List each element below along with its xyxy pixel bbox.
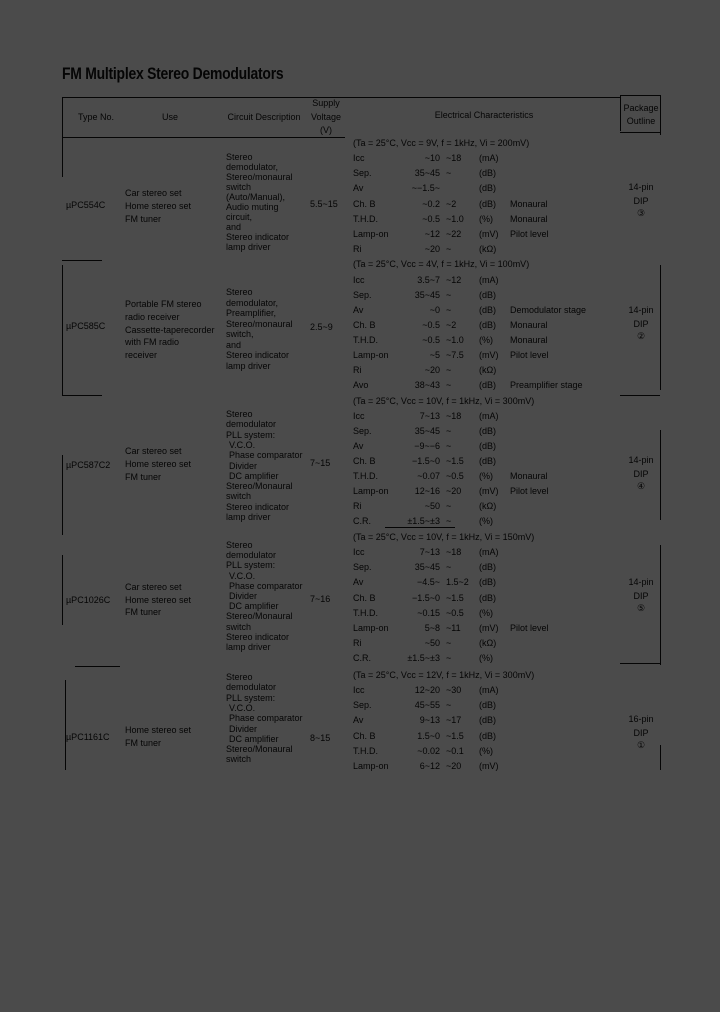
param-name: Sep. [353,562,372,573]
param-unit: (dB) [479,700,497,711]
circuit-line: Preamplifier, [226,308,277,318]
supply-voltage: 5.5~15 [310,199,338,209]
param-typ: ~0.2 [422,198,440,209]
param-typ: 35~45 [414,426,440,436]
param-name: Lamp-on [353,229,389,239]
header-type-no: Type No. [77,112,115,122]
param-max: ~18 [446,547,462,557]
param-unit: (kΩ) [479,365,497,375]
param-unit: (mV) [479,623,499,633]
param-name: Icc [353,411,365,421]
use-line: Home stereo set [125,594,192,605]
param-max: ~1.0 [446,213,464,224]
param-max: ~0.5 [446,607,464,618]
circuit-line: PLL system: [226,692,276,703]
param-name: C.R. [353,516,371,526]
package-outline: DIP [633,591,649,601]
param-name: Av [353,305,364,315]
use-line: Car stereo set [125,582,182,592]
divider [62,137,345,138]
header-supply-1: Supply [312,98,340,108]
param-unit: (mA) [479,411,499,421]
divider [660,95,661,135]
param-typ: 5~8 [424,623,440,633]
param-max: ~ [446,562,452,573]
circuit-line: Stereo/Monaural [226,744,293,755]
param-unit: (mV) [479,350,499,360]
param-unit: (mV) [479,229,499,239]
param-typ: ~−1.5~ [411,183,440,194]
circuit-line: switch [226,621,252,632]
param-typ: −1.5~0 [411,456,440,466]
divider [620,95,660,96]
param-name: Sep. [353,290,372,300]
package-outline: 14-pin [628,455,654,465]
circuit-line: switch [226,182,252,192]
test-conditions: (Ta = 25°C, Vcc = 9V, f = 1kHz, Vi = 200mV) [353,138,530,148]
param-typ: ~0.07 [417,471,440,481]
circuit-line: demodulator [226,682,277,693]
param-typ: 6~12 [419,761,440,771]
circuit-line: DC amplifier [229,733,279,744]
circuit-line: lamp driver [226,642,271,652]
package-outline: 14-pin [628,577,654,587]
circuit-line: Stereo [226,152,253,162]
param-name: Ch. B [353,198,376,209]
param-unit: (kΩ) [479,501,497,511]
use-line: Home stereo set [125,725,192,735]
circuit-line: demodulator [226,419,277,430]
circuit-line: DC amplifier [229,470,279,481]
param-max: ~18 [446,411,462,421]
param-max: ~1.5 [446,730,464,741]
param-unit: (mA) [479,275,499,285]
param-unit: (%) [479,516,493,526]
test-conditions: (Ta = 25°C, Vcc = 10V, f = 1kHz, Vi = 150mV) [353,532,535,542]
param-max: ~0.1 [446,745,464,756]
param-unit: (%) [479,335,493,345]
param-unit: (dB) [479,183,497,194]
divider [620,132,660,133]
param-name: Lamp-on [353,486,389,496]
param-name: Sep. [353,168,372,179]
param-name: Ri [353,365,362,375]
test-conditions: (Ta = 25°C, Vcc = 4V, f = 1kHz, Vi = 100mV) [353,259,530,269]
param-typ: ±1.5~±3 [407,516,440,526]
circuit-line: switch [226,754,252,765]
circuit-line: and [226,222,242,232]
param-unit: (dB) [479,562,497,573]
supply-voltage: 7~16 [310,594,331,604]
param-unit: (mV) [479,486,499,496]
divider [62,97,620,98]
circuit-line: demodulator, [226,297,279,308]
circuit-line: Phase comparator [229,713,303,724]
param-typ: ~0.5 [422,320,440,330]
param-name: Av [353,441,364,451]
divider [62,555,63,625]
circuit-line: Phase comparator [229,580,303,591]
divider [62,260,102,261]
param-typ: −9~−6 [414,441,440,451]
param-name: T.H.D. [353,607,379,618]
divider [620,663,660,664]
type-number: µPC554C [66,200,106,210]
param-max: ~ [446,700,452,711]
param-name: Av [353,577,364,588]
param-unit: (%) [479,745,493,756]
param-name: Sep. [353,426,372,436]
param-name: Icc [353,547,365,557]
use-line: Car stereo set [125,188,182,198]
param-typ: 12~20 [414,685,440,695]
use-line: radio receiver [125,311,180,322]
circuit-line: lamp driver [226,242,271,252]
package-outline: DIP [633,728,649,738]
circuit-line: Stereo [226,672,253,682]
circuit-line: Stereo indicator [226,501,290,512]
param-unit: (dB) [479,441,497,451]
divider [660,265,661,390]
param-unit: (dB) [479,730,497,741]
circuit-line: Stereo/monaural [226,172,293,182]
param-unit: (%) [479,471,493,481]
param-typ: ~0.5 [422,213,440,224]
type-number: µPC587C2 [66,460,111,470]
param-typ: ~0.5 [422,335,440,345]
param-note: Monaural [510,335,548,345]
param-typ: ~5 [429,350,440,360]
use-line: Portable FM stereo [125,299,202,309]
param-typ: ~50 [424,638,440,649]
param-unit: (kΩ) [479,638,497,649]
circuit-line: Stereo [226,540,253,550]
param-max: ~2 [446,320,457,330]
param-typ: −4.5~ [416,577,440,588]
param-max: ~ [446,244,452,255]
divider [62,265,63,395]
param-name: Ch. B [353,592,376,603]
param-max: ~1.5 [446,456,464,466]
circuit-line: Audio muting [226,202,279,212]
circuit-line: Stereo [226,409,253,419]
page-title: FM Multiplex Stereo Demodulators [62,64,284,83]
param-unit: (dB) [479,305,497,315]
param-typ: 35~45 [414,168,440,179]
supply-voltage: 8~15 [310,733,331,743]
divider [75,666,120,667]
circuit-line: demodulator, [226,162,279,172]
use-line: FM tuner [125,214,162,224]
param-max: ~1.0 [446,335,464,345]
use-line: Cassette-taperecorder [125,324,215,335]
circuit-line: V.C.O. [229,570,256,581]
param-typ: −1.5~0 [411,592,440,603]
param-unit: (dB) [479,380,497,390]
header-electrical: Electrical Characteristics [434,110,534,120]
circuit-line: switch, [226,329,254,339]
circuit-line: switch [226,491,252,502]
param-name: T.H.D. [353,471,379,481]
param-unit: (dB) [479,198,497,209]
circuit-line: Phase comparator [229,450,303,461]
param-max: ~ [446,290,452,300]
param-name: Icc [353,153,365,163]
param-name: T.H.D. [353,335,379,345]
param-typ: 38~43 [414,380,440,390]
use-line: Home stereo set [125,201,192,211]
param-name: Icc [353,685,365,695]
param-name: Av [353,715,364,726]
package-outline: ② [636,331,646,341]
param-max: ~20 [446,761,462,771]
param-unit: (%) [479,607,493,618]
circuit-line: Divider [229,723,258,734]
param-max: ~ [446,426,452,436]
use-line: FM tuner [125,472,162,482]
supply-voltage: 7~15 [310,458,331,468]
param-max: ~ [446,653,452,664]
divider [660,430,661,520]
param-typ: 35~45 [414,562,440,573]
param-note: Pilot level [510,486,549,496]
param-max: ~11 [446,623,461,633]
circuit-line: Stereo/Monaural [226,611,293,622]
circuit-line: PLL system: [226,560,276,571]
package-outline: DIP [633,469,649,479]
param-unit: (dB) [479,456,497,466]
use-line: receiver [125,350,158,361]
circuit-line: DC amplifier [229,601,279,612]
param-name: Ri [353,501,362,511]
param-name: Ri [353,244,362,255]
use-line: FM tuner [125,738,162,748]
param-note: Monaural [510,320,548,330]
param-max: ~18 [446,153,462,163]
package-outline: 14-pin [628,305,654,315]
param-unit: (kΩ) [479,244,497,255]
divider [385,527,455,528]
header-package-2: Outline [626,116,656,126]
param-name: T.H.D. [353,213,379,224]
param-max: ~ [446,380,452,390]
param-max: ~ [446,441,452,451]
header-supply-2: Voltage [310,112,342,122]
divider [62,97,63,177]
supply-voltage: 2.5~9 [310,322,333,332]
param-name: Av [353,183,364,194]
package-outline: 14-pin [628,182,654,192]
param-unit: (dB) [479,577,497,588]
param-note: Demodulator stage [510,305,587,315]
param-unit: (%) [479,213,493,224]
divider [620,95,621,131]
type-number: µPC1161C [66,732,110,742]
param-name: Avo [353,380,369,390]
param-note: Pilot level [510,229,549,239]
param-unit: (dB) [479,320,497,330]
circuit-line: Stereo/monaural [226,318,293,329]
divider [660,545,661,665]
param-name: Ri [353,638,362,649]
circuit-line: V.C.O. [229,439,256,450]
circuit-line: Divider [229,460,258,471]
param-name: Ch. B [353,320,376,330]
circuit-line: Stereo indicator [226,350,290,360]
param-typ: ~0.15 [417,607,440,618]
param-max: ~ [446,501,452,511]
test-conditions: (Ta = 25°C, Vcc = 10V, f = 1kHz, Vi = 300mV) [353,396,535,406]
circuit-line: demodulator [226,550,277,561]
circuit-line: Stereo [226,287,253,297]
param-typ: 35~45 [414,290,440,300]
circuit-line: (Auto/Manual), [226,192,286,202]
param-note: Preamplifier stage [510,380,583,390]
param-typ: 9~13 [419,715,440,726]
param-note: Monaural [510,198,548,209]
param-name: Sep. [353,700,372,711]
package-outline: ④ [636,481,646,491]
divider [660,745,661,770]
param-unit: (dB) [479,592,497,603]
param-unit: (mV) [479,761,499,771]
circuit-line: PLL system: [226,429,276,440]
divider [62,395,102,396]
circuit-line: V.C.O. [229,702,256,713]
param-typ: 45~55 [414,700,440,711]
use-line: Home stereo set [125,459,192,469]
package-outline: ③ [636,208,646,218]
param-unit: (dB) [479,426,497,436]
param-typ: ~50 [424,501,440,511]
param-typ: ~10 [424,153,440,163]
param-max: ~30 [446,685,462,695]
param-typ: ~20 [424,244,440,255]
param-typ: 12~16 [414,486,440,496]
package-outline: ⑤ [636,603,646,613]
divider [620,395,660,396]
circuit-line: Stereo/Monaural [226,481,293,492]
test-conditions: (Ta = 25°C, Vcc = 12V, f = 1kHz, Vi = 300mV) [353,670,535,680]
circuit-line: lamp driver [226,512,271,522]
circuit-line: Stereo indicator [226,631,290,642]
header-use: Use [161,112,179,122]
circuit-line: and [226,339,242,350]
type-number: µPC1026C [66,595,111,605]
circuit-line: lamp driver [226,360,271,371]
param-name: Ch. B [353,456,376,466]
param-unit: (mA) [479,685,499,695]
param-typ: ~12 [424,229,440,239]
param-typ: 7~13 [419,547,440,557]
circuit-line: Divider [229,591,258,601]
param-max: ~ [446,365,452,375]
divider [62,455,63,535]
header-supply-3: (V) [320,125,332,135]
param-name: Lamp-on [353,623,389,633]
param-max: ~2 [446,198,457,209]
param-note: Pilot level [510,623,549,633]
package-outline: 16-pin [628,714,654,724]
param-unit: (mA) [479,153,499,163]
param-max: ~22 [446,229,462,239]
param-max: ~17 [446,715,462,726]
param-typ: ~0.02 [417,745,440,756]
param-name: Ch. B [353,730,376,741]
param-name: T.H.D. [353,745,379,756]
param-typ: 7~13 [419,411,440,421]
circuit-line: Stereo indicator [226,232,290,242]
param-unit: (%) [479,653,493,664]
header-package-1: Package [623,103,659,113]
use-line: Car stereo set [125,446,182,456]
package-outline: DIP [633,319,649,329]
circuit-line: circuit, [226,212,253,222]
param-name: C.R. [353,653,371,664]
param-typ: ~20 [424,365,440,375]
param-max: ~20 [446,486,462,496]
param-typ: 3.5~7 [417,275,440,285]
param-note: Monaural [510,213,548,224]
param-unit: (dB) [479,715,497,726]
package-outline: ① [636,740,646,750]
type-number: µPC585C [66,321,106,331]
param-name: Lamp-on [353,350,389,360]
param-unit: (mA) [479,547,499,557]
param-max: ~ [446,638,452,649]
param-max: 1.5~2 [446,577,469,588]
param-typ: ±1.5~±3 [407,653,440,664]
param-max: ~ [446,305,452,315]
package-outline: DIP [633,196,649,206]
param-name: Lamp-on [353,761,389,771]
param-max: ~ [446,516,452,526]
param-max: ~0.5 [446,471,464,481]
param-typ: 1.5~0 [417,730,440,741]
use-line: FM tuner [125,607,162,617]
param-note: Monaural [510,471,548,481]
param-typ: ~0 [429,305,440,315]
param-max: ~12 [446,275,462,285]
divider [65,680,66,770]
param-name: Icc [353,275,365,285]
use-line: with FM radio [125,337,180,348]
param-unit: (dB) [479,168,497,179]
param-max: ~ [446,168,452,179]
param-max: ~7.5 [446,350,464,360]
header-circuit: Circuit Description [227,112,301,122]
param-note: Pilot level [510,350,549,360]
param-max: ~1.5 [446,592,464,603]
param-unit: (dB) [479,290,497,300]
